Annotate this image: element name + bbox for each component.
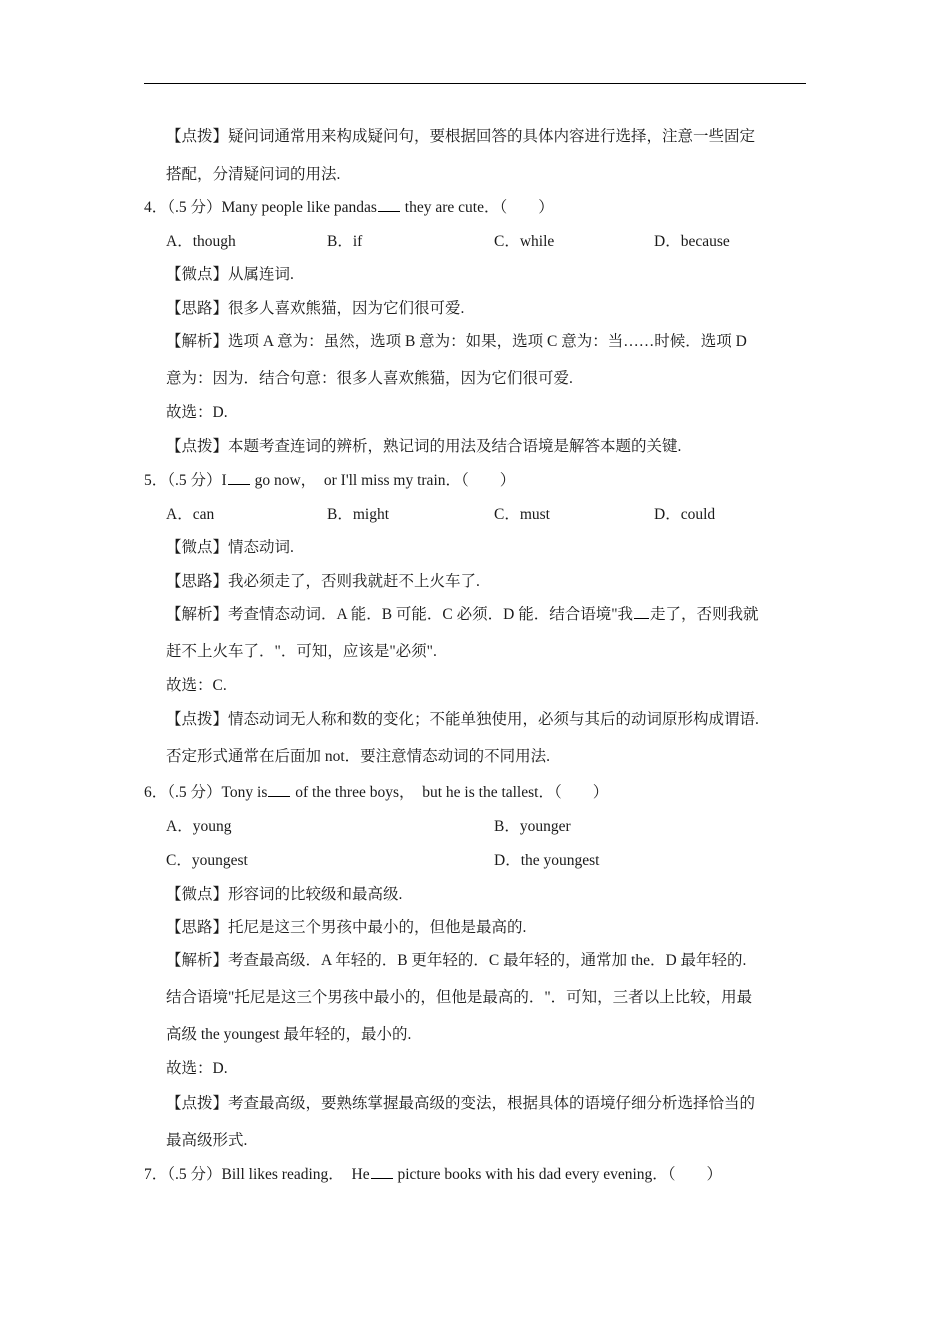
idea-line: 【思路】很多人喜欢熊猫，因为它们很可爱. <box>166 300 465 317</box>
answer-line: 故选：D. <box>166 404 228 421</box>
idea-line: 【思路】我必须走了，否则我就赶不上火车了. <box>166 573 480 590</box>
analysis-line: 【解析】考查最高级．A 年轻的．B 更年轻的．C 最年轻的，通常加 the．D 最年轻的. <box>166 952 747 969</box>
answer-line: 故选：C. <box>166 677 227 694</box>
analysis-line: 结合语境"托尼是这三个男孩中最小的，但他是最高的．"．可知，三者以上比较，用最 <box>166 989 753 1006</box>
option-c: C．must <box>494 506 550 523</box>
answer-blank <box>228 471 250 485</box>
option-b: B．younger <box>494 818 571 835</box>
idea-line: 【思路】托尼是这三个男孩中最小的，但他是最高的. <box>166 919 527 936</box>
tip-line: 搭配，分清疑问词的用法. <box>166 166 341 183</box>
answer-blank <box>634 605 649 619</box>
tip-line: 【点拨】疑问词通常用来构成疑问句，要根据回答的具体内容进行选择，注意一些固定 <box>166 128 756 145</box>
point-line: 【微点】情态动词. <box>166 539 294 556</box>
option-c: C．youngest <box>166 852 248 869</box>
option-d: D．could <box>654 506 716 523</box>
tip-line: 【点拨】情态动词无人称和数的变化；不能单独使用，必须与其后的动词原形构成谓语. <box>166 711 759 728</box>
option-a: A．can <box>166 506 215 523</box>
tip-line: 最高级形式. <box>166 1132 248 1149</box>
answer-blank <box>371 1165 393 1179</box>
answer-line: 故选：D. <box>166 1060 228 1077</box>
option-a: A．young <box>166 818 232 835</box>
option-b: B．if <box>327 233 363 250</box>
header-rule <box>144 83 806 84</box>
tip-line: 【点拨】本题考查连词的辨析，熟记词的用法及结合语境是解答本题的关键. <box>166 438 682 455</box>
option-c: C．while <box>494 233 555 250</box>
analysis-line: 【解析】考查情态动词．A 能．B 可能．C 必须．D 能．结合语境"我 走了，否则我就 <box>166 606 759 623</box>
question-7-stem: 7．（.5 分）Bill likes reading． He picture books with his dad every evening．（ ） <box>144 1166 723 1183</box>
tip-line: 否定形式通常在后面加 not．要注意情态动词的不同用法. <box>166 748 551 765</box>
analysis-line: 高级 the youngest 最年轻的，最小的. <box>166 1026 412 1043</box>
point-line: 【微点】从属连词. <box>166 266 294 283</box>
option-d: D．because <box>654 233 730 250</box>
question-5-stem: 5．（.5 分）I go now， or I'll miss my train．（ ） <box>144 472 516 489</box>
analysis-line: 【解析】选项 A 意为：虽然，选项 B 意为：如果，选项 C 意为：当……时候．选项 D <box>166 333 747 350</box>
option-a: A．though <box>166 233 236 250</box>
option-d: D．the youngest <box>494 852 600 869</box>
analysis-line: 意为：因为．结合句意：很多人喜欢熊猫，因为它们很可爱. <box>166 370 573 387</box>
answer-blank <box>268 783 290 797</box>
answer-blank <box>378 198 400 212</box>
tip-line: 【点拨】考查最高级，要熟练掌握最高级的变法，根据具体的语境仔细分析选择恰当的 <box>166 1095 756 1112</box>
question-4-stem: 4．（.5 分）Many people like pandas they are cute．（ ） <box>144 199 554 216</box>
option-b: B．might <box>327 506 390 523</box>
analysis-line: 赶不上火车了．"．可知，应该是"必须". <box>166 643 437 660</box>
point-line: 【微点】形容词的比较级和最高级. <box>166 886 403 903</box>
question-6-stem: 6．（.5 分）Tony is of the three boys， but he is the tallest．（ ） <box>144 784 609 801</box>
